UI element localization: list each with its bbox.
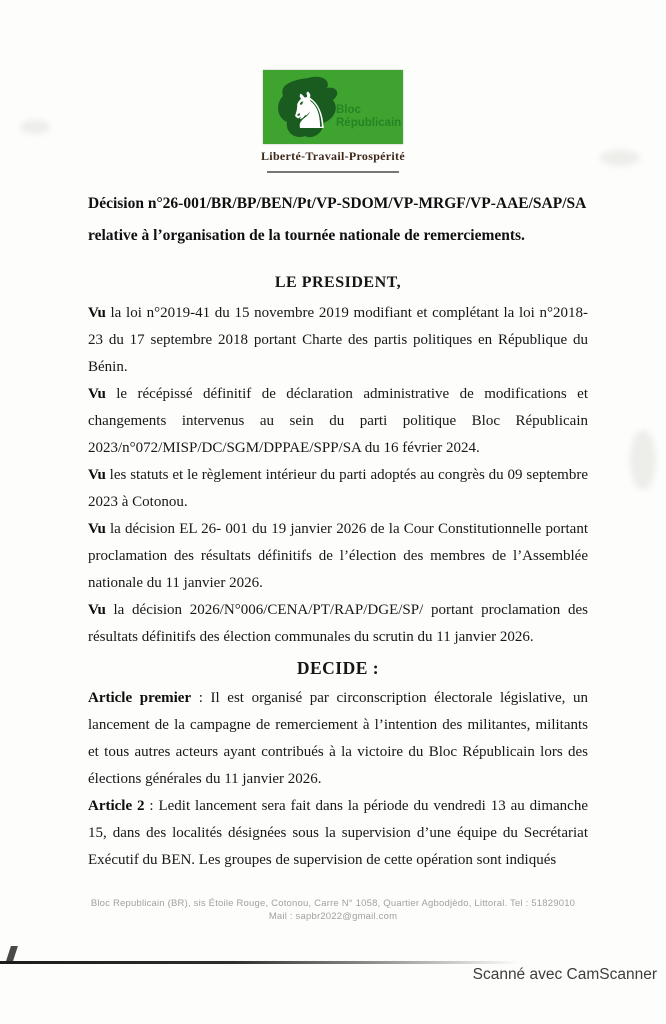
article-paragraph: [88, 685, 588, 793]
paper-footer: [0, 897, 666, 923]
camscanner-credit: Scanné avec CamScanner: [472, 966, 657, 983]
footer-address-line: Bloc Republicain (BR), sis Étoile Rouge, Cotonou, Carre N° 1058, Quartier Agbodjèdo, Littoral. Tel : 51829010: [90, 898, 576, 909]
article-lead: Article premier: [88, 690, 192, 706]
party-name-line2: Républicain: [336, 117, 402, 129]
document-body: [88, 188, 588, 874]
vu-lead: Vu: [88, 386, 106, 402]
article-text: : Ledit lancement sera fait dans la période du vendredi 13 au dimanche 15, dans des localités désignées sous la supervision d’une équipe du Secrétariat Exécutif du BEN. Les groupes de supervision de cette opération sont indiqués: [88, 798, 588, 868]
vu-text: le récépissé définitif de déclaration administrative de modifications et changements intervenus au sein du parti politique Bloc Républicain 2023/n°072/MISP/DC/SGM/DPPAE/SPP/SA du 16 février 2024.: [88, 386, 588, 456]
vu-lead: Vu: [88, 467, 106, 483]
decision-title-line2: relative à l’organisation de la tournée nationale de remerciements.: [88, 227, 525, 244]
decision-title-line1: Décision n°26-001/BR/BP/BEN/Pt/VP-SDOM/VP-MRGF/VP-AAE/SAP/SA: [88, 195, 587, 212]
vu-paragraph: [88, 462, 588, 516]
vu-text: la décision 2026/N°006/CENA/PT/RAP/DGE/SP/ portant proclamation des résultats définitifs des élection communales du scrutin du 11 janvier 2026.: [88, 602, 588, 645]
article-paragraph: [88, 793, 588, 874]
party-motto: Liberté-Travail-Prospérité: [261, 149, 405, 163]
president-heading: LE PRESIDENT,: [274, 274, 402, 291]
article-lead: Article 2: [88, 798, 145, 814]
vu-paragraph: [88, 300, 588, 381]
vu-lead: Vu: [88, 521, 106, 537]
party-name-line1: Bloc: [336, 104, 361, 116]
vu-paragraph: [88, 381, 588, 462]
decision-title: [88, 188, 588, 252]
party-logo-icon: [263, 70, 403, 144]
vu-text: les statuts et le règlement intérieur du parti adoptés au congrès du 09 septembre 2023 à Cotonou.: [88, 467, 588, 510]
vu-text: la loi n°2019-41 du 15 novembre 2019 modifiant et complétant la loi n°2018-23 du 17 septembre 2018 portant Charte des partis politiques en République du Bénin.: [88, 305, 588, 375]
party-logo-block: [0, 70, 666, 173]
vu-lead: Vu: [88, 305, 106, 321]
scan-artifact: [630, 430, 656, 490]
vu-paragraph: [88, 516, 588, 597]
vu-lead: Vu: [88, 602, 106, 618]
footer-mail-line: Mail : sapbr2022@gmail.com: [268, 911, 398, 922]
vu-text: la décision EL 26- 001 du 19 janvier 2026 de la Cour Constitutionnelle portant proclamation des résultats définitifs de l’élection des membres de l’Assemblée nationale du 11 janvier 2026.: [88, 521, 588, 591]
article-text: : Il est organisé par circonscription électorale législative, un lancement de la campagne de remerciement à l’intention des militantes, militants et tous autres acteurs ayant contribués à la victoire du Bloc Républicain lors des élections générales du 11 janvier 2026.: [88, 690, 588, 787]
vu-paragraph: [88, 597, 588, 651]
decide-heading: DECIDE :: [296, 658, 380, 678]
motto-divider: [267, 171, 399, 173]
horse-icon: ♞: [287, 83, 332, 139]
scan-page-edge: [0, 961, 666, 964]
